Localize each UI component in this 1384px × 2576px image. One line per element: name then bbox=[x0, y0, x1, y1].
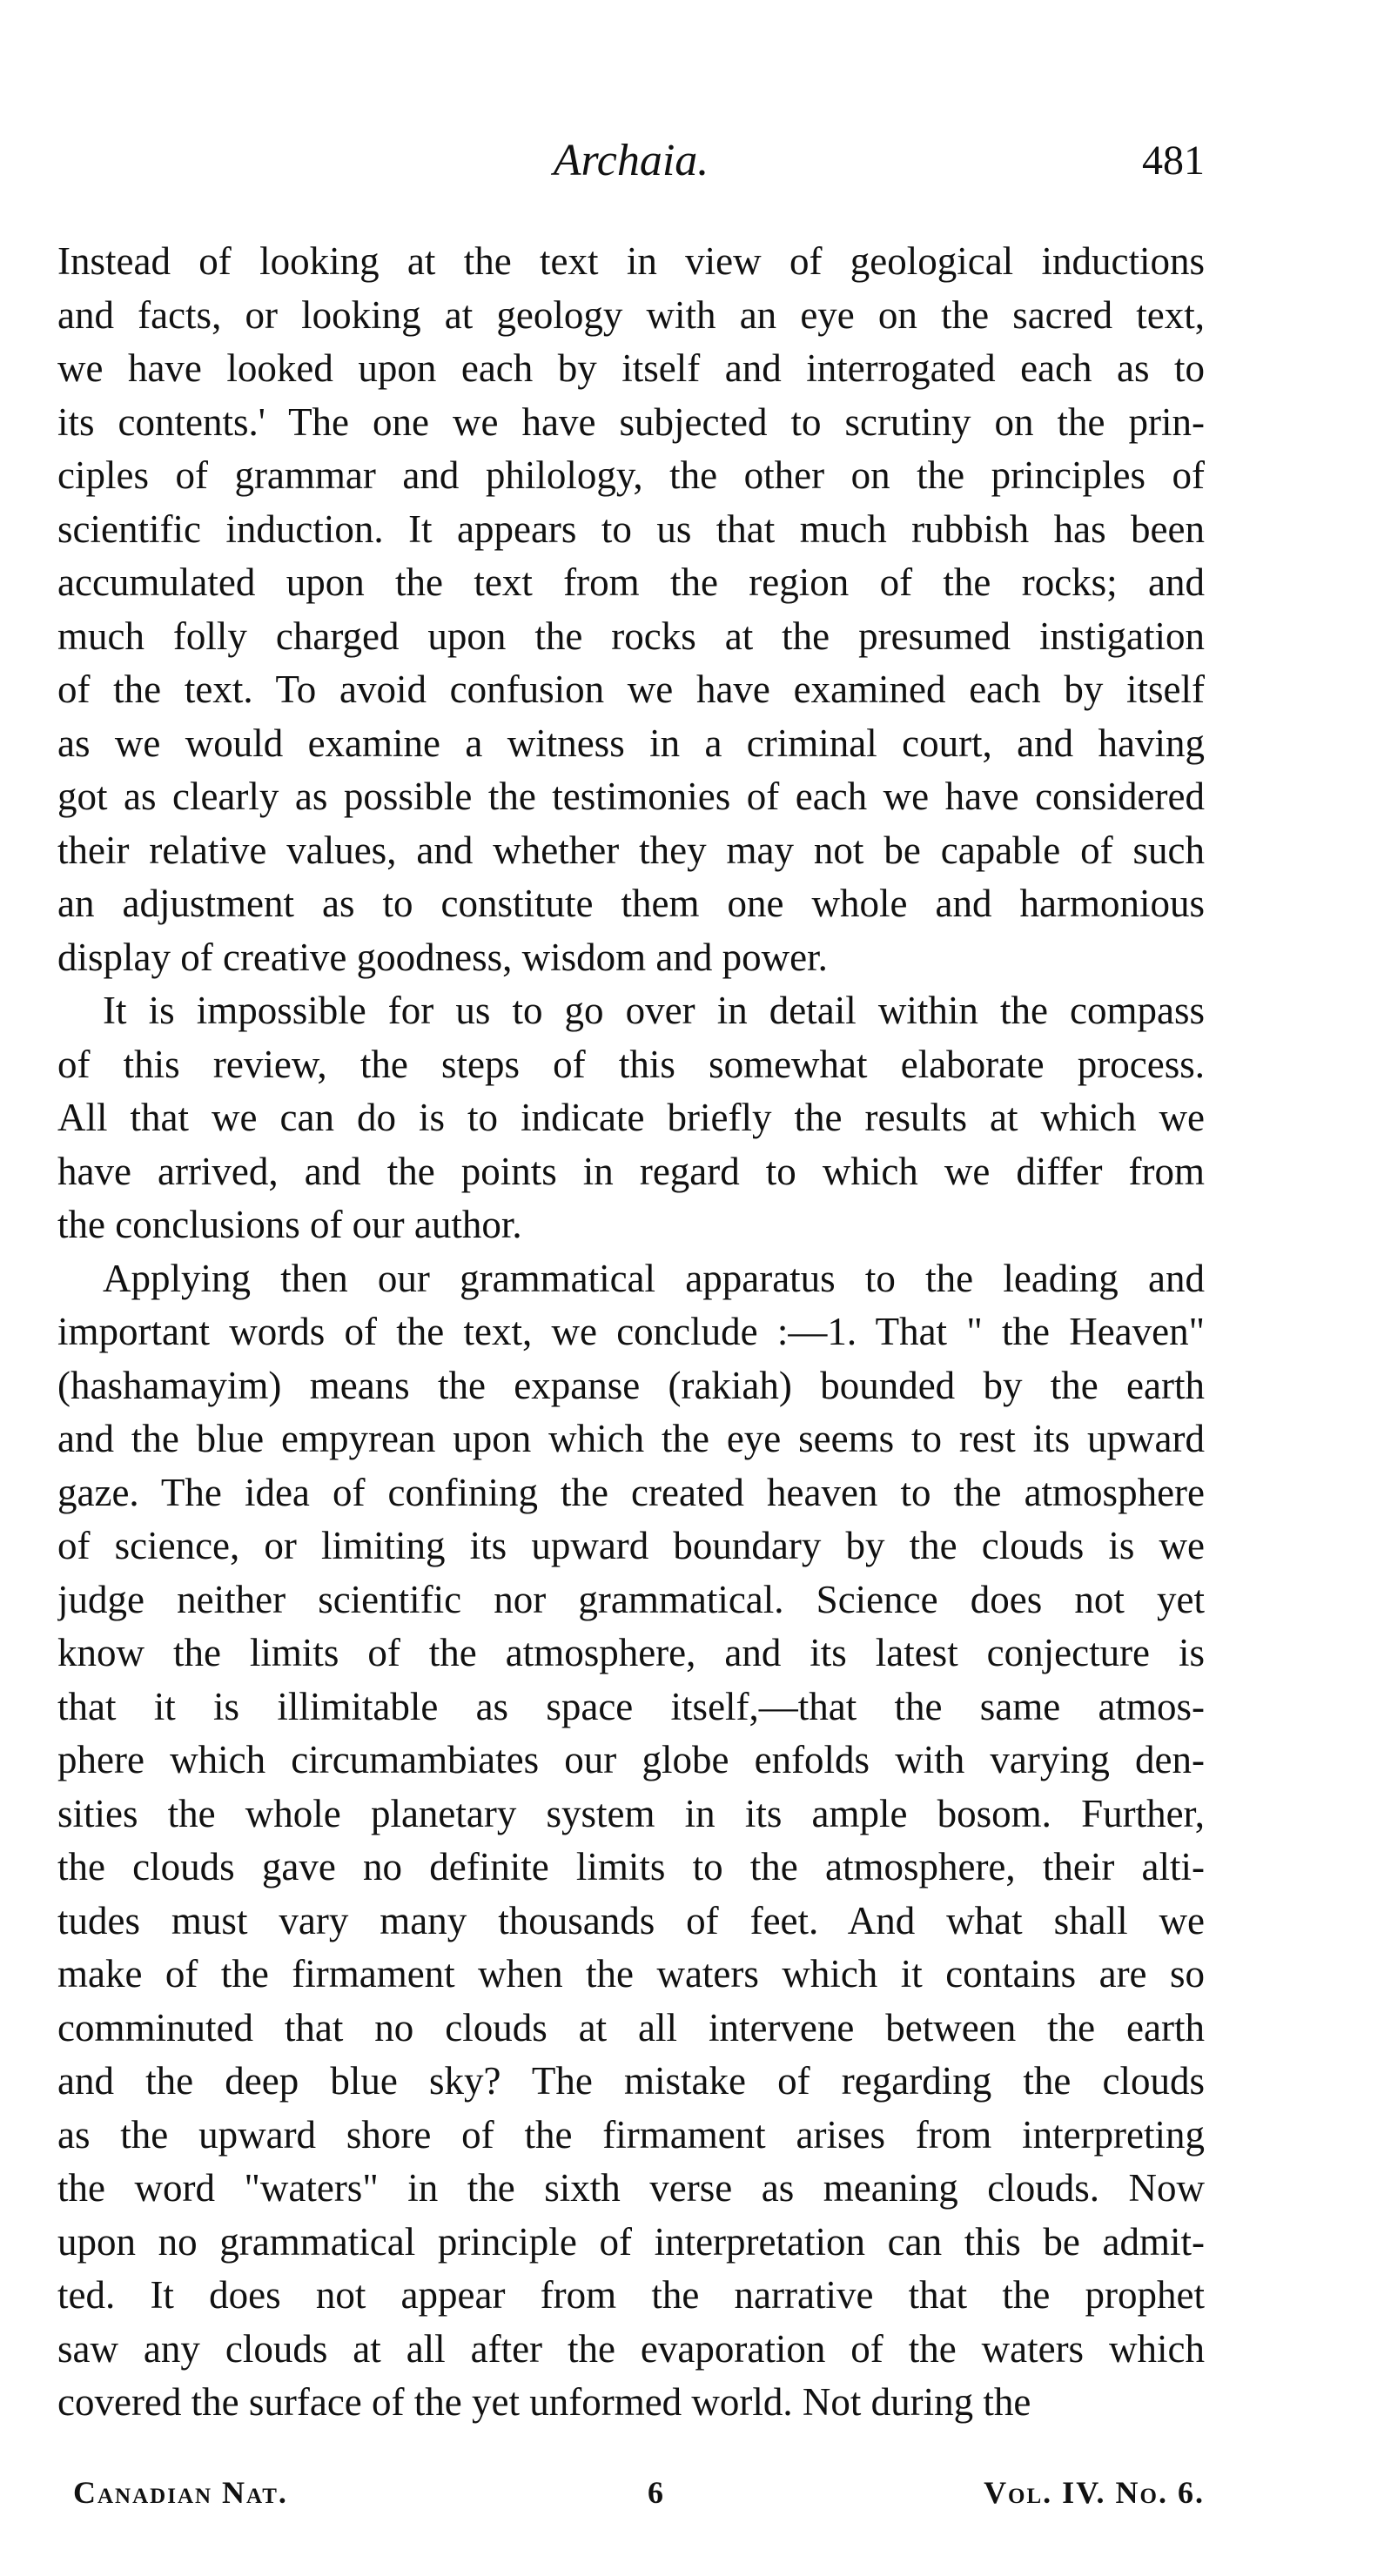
text-line: It is impossible for us to go over in detail within the compass bbox=[103, 989, 1205, 1032]
text-line: the conclusions of our author. bbox=[57, 1203, 522, 1246]
paragraph bbox=[57, 235, 1205, 984]
running-title: Archaia. bbox=[553, 136, 709, 185]
text-line: and facts, or looking at geology with an eye on the sacred text, bbox=[57, 292, 1205, 337]
text-line: tudes must vary many thousands of feet. And what shall we bbox=[57, 1898, 1205, 1942]
text-line: All that we can do is to indicate briefly the results at which we bbox=[57, 1096, 1205, 1139]
text-line: the word "waters" in the sixth verse as meaning clouds. Now bbox=[57, 2166, 1205, 2210]
text-line: ciples of grammar and philology, the other on the principles of bbox=[57, 453, 1205, 497]
text-line: covered the surface of the yet unformed world. Not during the bbox=[57, 2380, 1031, 2424]
text-line: ted. It does not appear from the narrative that the prophet bbox=[57, 2273, 1205, 2317]
text-line: saw any clouds at all after the evaporation of the waters which bbox=[57, 2326, 1205, 2371]
text-line: make of the firmament when the waters which it contains are so bbox=[57, 1952, 1205, 1996]
text-line: its contents.' The one we have subjected to scrutiny on the prin- bbox=[57, 399, 1205, 444]
footer-signature: 6 bbox=[648, 2475, 665, 2510]
text-line: as we would examine a witness in a criminal court, and having bbox=[57, 721, 1205, 765]
text-line: we have looked upon each by itself and interrogated each as to bbox=[57, 346, 1205, 390]
text-line: got as clearly as possible the testimonies of each we have considered bbox=[57, 775, 1205, 818]
page-number: 481 bbox=[1142, 138, 1205, 184]
text-line: of science, or limiting its upward boundary by the clouds is we bbox=[57, 1524, 1205, 1567]
text-line: Applying then our grammatical apparatus to the leading and bbox=[103, 1256, 1205, 1300]
text-line: judge neither scientific nor grammatical. Science does not yet bbox=[57, 1577, 1205, 1621]
text-line: of the text. To avoid confusion we have examined each by itself bbox=[57, 667, 1205, 711]
footer-journal: Canadian Nat. bbox=[73, 2475, 288, 2510]
text-line: and the deep blue sky? The mistake of regarding the clouds bbox=[57, 2059, 1205, 2103]
text-line: phere which circumambiates our globe enfolds with varying den- bbox=[57, 1738, 1205, 1781]
text-line: know the limits of the atmosphere, and its latest conjecture is bbox=[57, 1631, 1205, 1674]
text-line: display of creative goodness, wisdom and power. bbox=[57, 935, 828, 979]
text-line: much folly charged upon the rocks at the presumed instigation bbox=[57, 614, 1205, 658]
text-line: have arrived, and the points in regard to which we differ from bbox=[57, 1149, 1205, 1193]
page-footer bbox=[73, 2468, 1205, 2517]
running-head bbox=[57, 131, 1205, 191]
text-line: sities the whole planetary system in its ample bosom. Further, bbox=[57, 1791, 1205, 1835]
paragraph bbox=[57, 1252, 1205, 2430]
text-line: comminuted that no clouds at all intervene between the earth bbox=[57, 2005, 1205, 2049]
text-line: scientific induction. It appears to us that much rubbish has been bbox=[57, 506, 1205, 551]
text-line: of this review, the steps of this somewhat elaborate process. bbox=[57, 1042, 1205, 1086]
paragraph bbox=[57, 984, 1205, 1252]
text-line: that it is illimitable as space itself,—that the same atmos- bbox=[57, 1684, 1205, 1728]
text-line: an adjustment as to constitute them one whole and harmonious bbox=[57, 882, 1205, 925]
text-line: Instead of looking at the text in view of geological inductions bbox=[57, 239, 1205, 283]
text-line: gaze. The idea of confining the created heaven to the atmosphere bbox=[57, 1470, 1205, 1514]
text-line: upon no grammatical principle of interpretation can this be admit- bbox=[57, 2219, 1205, 2264]
footer-volume: Vol. IV. No. 6. bbox=[984, 2475, 1205, 2510]
text-line: their relative values, and whether they may not be capable of such bbox=[57, 828, 1205, 872]
text-line: important words of the text, we conclude :—1. That " the Heaven" bbox=[57, 1310, 1205, 1353]
text-line: accumulated upon the text from the region of the rocks; and bbox=[57, 560, 1205, 604]
text-line: the clouds gave no definite limits to the atmosphere, their alti- bbox=[57, 1845, 1205, 1888]
text-line: and the blue empyrean upon which the eye seems to rest its upward bbox=[57, 1417, 1205, 1460]
body-text bbox=[57, 235, 1205, 2430]
text-line: as the upward shore of the firmament arises from interpreting bbox=[57, 2112, 1205, 2157]
text-line: (hashamayim) means the expanse (rakiah) bounded by the earth bbox=[57, 1363, 1205, 1407]
